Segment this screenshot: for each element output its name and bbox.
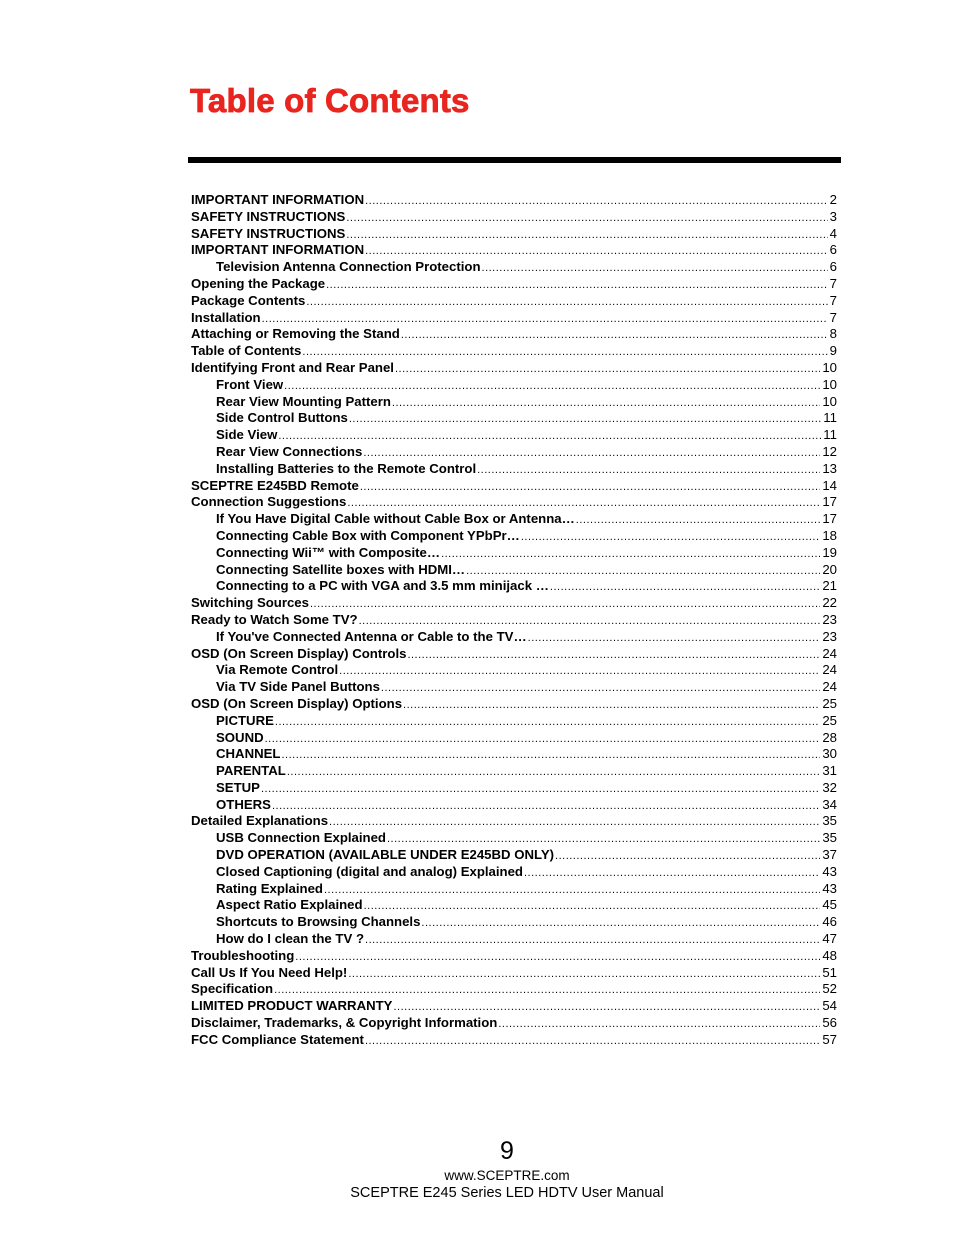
toc-dot-leader [261, 781, 820, 797]
toc-dot-leader [346, 210, 827, 226]
toc-entry[interactable] [191, 965, 837, 982]
toc-entry[interactable] [191, 679, 837, 696]
toc-entry-label: Connecting Satellite boxes with HDMI… [216, 561, 466, 577]
toc-entry[interactable] [191, 528, 837, 545]
toc-entry-page-number: 10 [822, 393, 837, 409]
toc-entry-page-number: 18 [822, 527, 837, 543]
toc-entry[interactable] [191, 629, 837, 646]
toc-dot-leader [284, 378, 820, 394]
toc-entry[interactable] [191, 646, 837, 663]
toc-entry[interactable] [191, 797, 837, 814]
toc-entry[interactable] [191, 578, 837, 595]
page-number: 9 [500, 1137, 514, 1165]
toc-entry-label: Rear View Mounting Pattern [216, 393, 391, 409]
toc-entry-label: Closed Captioning (digital and analog) Explained [216, 863, 523, 879]
toc-entry-label: CHANNEL [216, 746, 281, 762]
toc-entry-label: SETUP [216, 779, 260, 795]
toc-entry[interactable] [191, 696, 837, 713]
toc-dot-leader [295, 949, 820, 965]
toc-entry-label: Specification [191, 981, 274, 997]
toc-entry[interactable] [191, 545, 837, 562]
toc-entry[interactable] [191, 511, 837, 528]
toc-entry[interactable] [191, 192, 837, 209]
toc-entry-page-number: 4 [829, 225, 837, 241]
toc-entry-page-number: 3 [829, 208, 837, 224]
toc-entry-label: Via Remote Control [216, 662, 339, 678]
toc-entry-label: SAFETY INSTRUCTIONS [191, 208, 346, 224]
toc-entry-label: Side View [216, 427, 278, 443]
toc-entry-page-number: 8 [829, 326, 837, 342]
toc-entry-label: Detailed Explanations [191, 813, 329, 829]
toc-entry[interactable] [191, 998, 837, 1015]
toc-dot-leader [521, 529, 821, 545]
toc-entry-page-number: 56 [822, 1015, 837, 1031]
toc-entry-label: Rating Explained [216, 880, 323, 896]
toc-entry-label: Connection Suggestions [191, 494, 347, 510]
toc-entry[interactable] [191, 746, 837, 763]
toc-dot-leader [364, 898, 821, 914]
toc-entry-label: Disclaimer, Trademarks, & Copyright Information [191, 1015, 498, 1031]
toc-entry-label: Troubleshooting [191, 947, 295, 963]
toc-entry-page-number: 20 [822, 561, 837, 577]
toc-entry[interactable] [191, 494, 837, 511]
toc-entry-label: Aspect Ratio Explained [216, 897, 363, 913]
toc-dot-leader [421, 915, 820, 931]
toc-entry[interactable] [191, 1032, 837, 1049]
toc-entry-page-number: 6 [829, 259, 837, 275]
toc-entry-label: Side Control Buttons [216, 410, 348, 426]
toc-entry-page-number: 31 [822, 763, 837, 779]
toc-entry[interactable] [191, 881, 837, 898]
toc-entry-label: Installation [191, 309, 261, 325]
toc-entry-label: OTHERS [216, 796, 271, 812]
toc-entry[interactable] [191, 242, 837, 259]
toc-entry-label: Connecting Wii™ with Composite… [216, 544, 441, 560]
toc-dot-leader [262, 311, 828, 327]
toc-dot-leader [387, 831, 820, 847]
toc-dot-leader [550, 579, 820, 595]
toc-entry-page-number: 2 [829, 192, 837, 207]
toc-entry[interactable] [191, 326, 837, 343]
toc-entry-label: Ready to Watch Some TV? [191, 611, 358, 627]
toc-entry[interactable] [191, 730, 837, 747]
toc-dot-leader [349, 411, 821, 427]
toc-dot-leader [347, 495, 820, 511]
toc-entry-page-number: 11 [823, 410, 837, 426]
toc-entry-page-number: 34 [822, 796, 837, 812]
toc-entry[interactable] [191, 293, 837, 310]
toc-entry-page-number: 12 [822, 443, 837, 459]
toc-entry-page-number: 7 [829, 275, 837, 291]
toc-dot-leader [477, 462, 820, 478]
toc-entry-label: Call Us If You Need Help! [191, 964, 348, 980]
toc-entry[interactable] [191, 360, 837, 377]
toc-dot-leader [407, 647, 820, 663]
toc-entry[interactable] [191, 259, 837, 276]
toc-entry-page-number: 9 [829, 343, 837, 359]
toc-entry[interactable] [191, 377, 837, 394]
toc-entry-page-number: 13 [822, 460, 837, 476]
toc-entry-label: Via TV Side Panel Buttons [216, 679, 380, 695]
toc-dot-leader [466, 563, 820, 579]
toc-entry-page-number: 37 [822, 847, 837, 863]
toc-dot-leader [275, 714, 820, 730]
toc-entry-label: Connecting to a PC with VGA and 3.5 mm minijack … [216, 578, 549, 594]
toc-entry-label: DVD OPERATION (AVAILABLE UNDER E245BD ONLY) [216, 847, 555, 863]
toc-entry[interactable] [191, 310, 837, 327]
toc-entry-label: Package Contents [191, 292, 306, 308]
toc-dot-leader [329, 814, 820, 830]
toc-dot-leader [272, 798, 820, 814]
toc-entry[interactable] [191, 343, 837, 360]
title-divider-rule [188, 157, 841, 163]
toc-entry[interactable] [191, 662, 837, 679]
toc-entry[interactable] [191, 713, 837, 730]
toc-entry[interactable] [191, 780, 837, 797]
toc-entry-label: OSD (On Screen Display) Controls [191, 645, 407, 661]
toc-entry-label: Connecting Cable Box with Component YPbPr… [216, 527, 520, 543]
toc-dot-leader [274, 982, 820, 998]
toc-entry-page-number: 35 [822, 830, 837, 846]
toc-entry[interactable] [191, 1015, 837, 1032]
toc-entry-page-number: 52 [822, 981, 837, 997]
toc-entry[interactable] [191, 410, 837, 427]
toc-entry[interactable] [191, 394, 837, 411]
table-of-contents-list [191, 192, 837, 1049]
toc-entry-label: IMPORTANT INFORMATION [191, 242, 365, 258]
toc-entry-label: SCEPTRE E245BD Remote [191, 477, 359, 493]
toc-entry-label: Attaching or Removing the Stand [191, 326, 400, 342]
toc-entry-page-number: 17 [822, 494, 837, 510]
toc-dot-leader [365, 243, 828, 259]
toc-entry-page-number: 23 [822, 611, 837, 627]
toc-entry-label: Identifying Front and Rear Panel [191, 359, 394, 375]
toc-entry[interactable] [191, 595, 837, 612]
toc-dot-leader [528, 630, 821, 646]
footer-website: www.SCEPTRE.com [444, 1168, 570, 1183]
toc-entry[interactable] [191, 813, 837, 830]
toc-entry[interactable] [191, 612, 837, 629]
footer-manual-title: SCEPTRE E245 Series LED HDTV User Manual [350, 1185, 664, 1201]
toc-entry-label: PICTURE [216, 712, 274, 728]
toc-entry-label: Rear View Connections [216, 443, 363, 459]
toc-dot-leader [393, 999, 820, 1015]
toc-dot-leader [339, 663, 820, 679]
toc-dot-leader [365, 193, 828, 209]
toc-entry-label: Installing Batteries to the Remote Control [216, 460, 477, 476]
toc-entry-label: Front View [216, 376, 284, 392]
toc-entry-page-number: 6 [829, 242, 837, 258]
toc-entry[interactable] [191, 830, 837, 847]
toc-entry-page-number: 19 [822, 544, 837, 560]
toc-entry-page-number: 43 [822, 880, 837, 896]
toc-entry-label: If You've Connected Antenna or Cable to the TV… [216, 628, 527, 644]
toc-entry-page-number: 45 [822, 897, 837, 913]
toc-entry-page-number: 35 [822, 813, 837, 829]
toc-entry[interactable] [191, 931, 837, 948]
toc-entry-page-number: 24 [822, 645, 837, 661]
toc-entry-label: Shortcuts to Browsing Channels [216, 914, 421, 930]
toc-entry-page-number: 48 [822, 947, 837, 963]
toc-dot-leader [324, 882, 820, 898]
toc-dot-leader [403, 697, 820, 713]
toc-dot-leader [360, 479, 821, 495]
toc-entry[interactable] [191, 444, 837, 461]
toc-dot-leader [392, 395, 820, 411]
toc-dot-leader [326, 277, 828, 293]
toc-entry[interactable] [191, 478, 837, 495]
toc-dot-leader [306, 294, 827, 310]
toc-entry-label: Television Antenna Connection Protection [216, 259, 481, 275]
toc-entry-label: SOUND [216, 729, 264, 745]
toc-entry-page-number: 51 [822, 964, 837, 980]
toc-dot-leader [441, 546, 820, 562]
toc-entry[interactable] [191, 276, 837, 293]
toc-entry-page-number: 7 [829, 309, 837, 325]
toc-dot-leader [401, 327, 828, 343]
toc-entry[interactable] [191, 562, 837, 579]
toc-entry-label: SAFETY INSTRUCTIONS [191, 225, 346, 241]
toc-entry[interactable] [191, 461, 837, 478]
toc-entry-page-number: 30 [822, 746, 837, 762]
toc-entry-page-number: 43 [822, 863, 837, 879]
toc-entry[interactable] [191, 948, 837, 965]
toc-entry-page-number: 57 [822, 1031, 837, 1047]
toc-entry[interactable] [191, 897, 837, 914]
toc-entry-page-number: 22 [822, 595, 837, 611]
toc-entry-label: Opening the Package [191, 275, 326, 291]
toc-dot-leader [278, 428, 821, 444]
toc-entry-page-number: 10 [822, 359, 837, 375]
toc-dot-leader [265, 731, 821, 747]
toc-entry-page-number: 25 [822, 712, 837, 728]
toc-dot-leader [395, 361, 820, 377]
toc-entry-label: How do I clean the TV ? [216, 931, 365, 947]
toc-entry[interactable] [191, 981, 837, 998]
toc-dot-leader [576, 512, 821, 528]
toc-dot-leader [555, 848, 820, 864]
toc-entry-page-number: 28 [822, 729, 837, 745]
toc-entry[interactable] [191, 226, 837, 243]
toc-entry-label: IMPORTANT INFORMATION [191, 192, 365, 207]
toc-entry-page-number: 24 [822, 662, 837, 678]
toc-dot-leader [524, 865, 820, 881]
toc-entry-label: FCC Compliance Statement [191, 1031, 364, 1047]
toc-dot-leader [363, 445, 820, 461]
toc-dot-leader [365, 932, 820, 948]
toc-entry-page-number: 24 [822, 679, 837, 695]
toc-dot-leader [287, 764, 820, 780]
toc-entry[interactable] [191, 864, 837, 881]
toc-entry[interactable] [191, 914, 837, 931]
toc-dot-leader [365, 1033, 820, 1049]
toc-dot-leader [381, 680, 820, 696]
toc-entry-label: OSD (On Screen Display) Options [191, 695, 403, 711]
toc-entry-page-number: 54 [822, 998, 837, 1014]
toc-entry[interactable] [191, 209, 837, 226]
toc-dot-leader [310, 596, 820, 612]
toc-dot-leader [482, 260, 828, 276]
toc-entry-page-number: 25 [822, 695, 837, 711]
toc-entry-label: If You Have Digital Cable without Cable Box or Antenna… [216, 511, 575, 527]
toc-entry-label: LIMITED PRODUCT WARRANTY [191, 998, 393, 1014]
toc-entry-page-number: 14 [822, 477, 837, 493]
toc-entry-label: PARENTAL [216, 763, 286, 779]
toc-entry-page-number: 17 [822, 511, 837, 527]
toc-entry-page-number: 23 [822, 628, 837, 644]
toc-entry-label: Switching Sources [191, 595, 309, 611]
toc-dot-leader [359, 613, 821, 629]
toc-entry-page-number: 11 [823, 427, 837, 443]
toc-entry-label: Table of Contents [191, 343, 302, 359]
toc-dot-leader [498, 1016, 820, 1032]
toc-entry-page-number: 7 [829, 292, 837, 308]
toc-dot-leader [302, 344, 827, 360]
toc-entry-page-number: 21 [822, 578, 837, 594]
toc-dot-leader [348, 966, 820, 982]
toc-entry[interactable] [191, 427, 837, 444]
toc-entry-page-number: 47 [822, 931, 837, 947]
toc-dot-leader [346, 227, 827, 243]
toc-entry-page-number: 10 [822, 376, 837, 392]
toc-entry-page-number: 46 [822, 914, 837, 930]
page-title: Table of Contents [190, 82, 470, 119]
toc-entry-page-number: 32 [822, 779, 837, 795]
toc-entry-label: USB Connection Explained [216, 830, 386, 846]
toc-dot-leader [281, 747, 820, 763]
toc-entry[interactable] [191, 763, 837, 780]
toc-entry[interactable] [191, 847, 837, 864]
